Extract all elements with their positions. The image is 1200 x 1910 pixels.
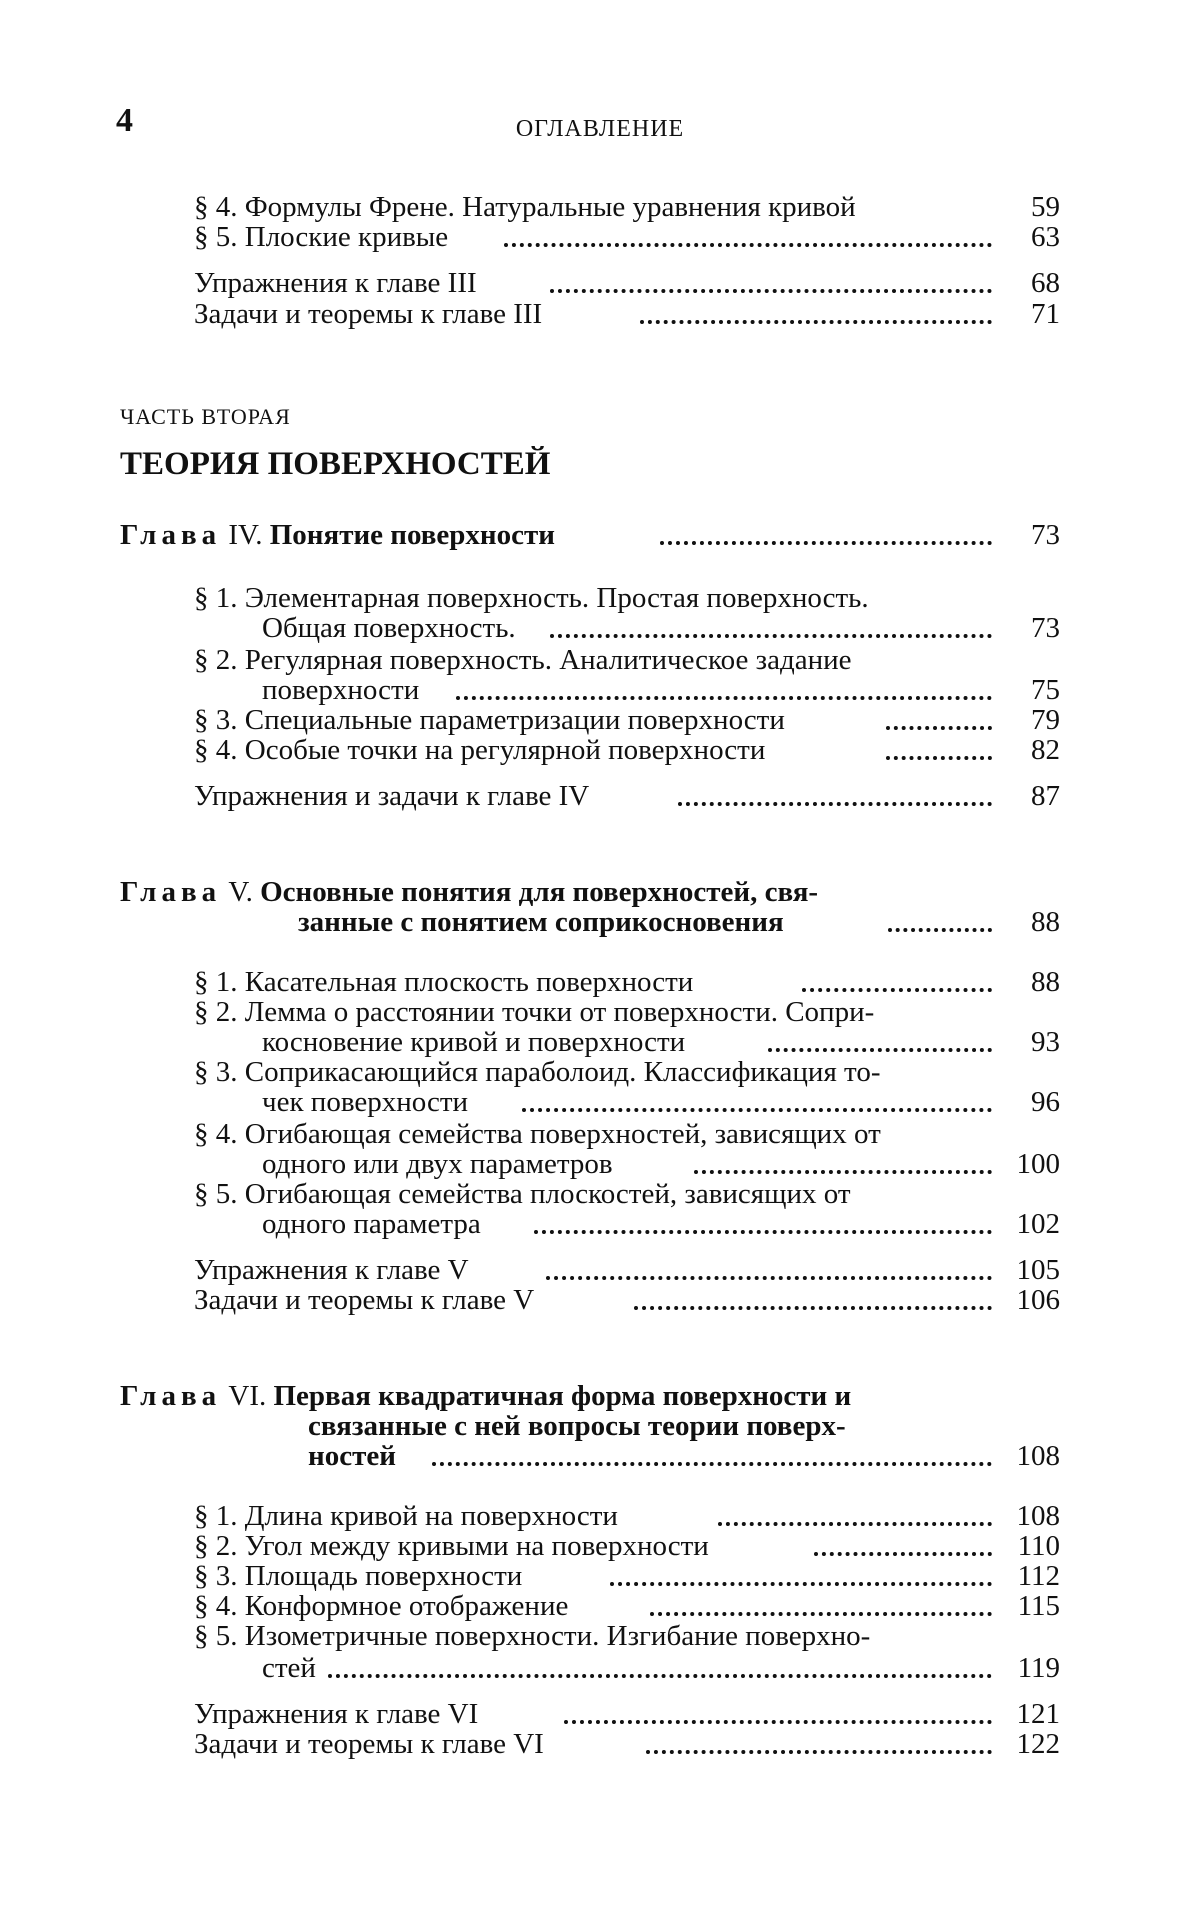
leader-dots [768, 1026, 992, 1052]
toc-entry: § 3. Соприкасающийся параболоид. Классификация то- [194, 1056, 881, 1088]
leader-dots [432, 1440, 992, 1466]
leader-dots [328, 1652, 992, 1678]
toc-entry: § 3. Специальные параметризации поверхности 79 [194, 704, 1060, 736]
running-head: ОГЛАВЛЕНИЕ [515, 116, 685, 142]
toc-entry: § 4. Особые точки на регулярной поверхности 82 [194, 734, 1060, 766]
chapter-heading: Глава VI. Первая квадратичная форма поверхности и [120, 1380, 852, 1412]
toc-entry: Упражнения к главе V 105 [194, 1254, 1060, 1286]
part-label: ЧАСТЬ ВТОРАЯ [120, 404, 291, 429]
chapter-heading-continuation: занные с понятием соприкосновения 88 [298, 906, 1060, 938]
toc-entry: § 1. Длина кривой на поверхности 108 [194, 1500, 1060, 1532]
toc-entry: § 5. Изометричные поверхности. Изгибание поверхно- [194, 1620, 871, 1652]
leader-dots [564, 1698, 992, 1724]
toc-entry-continuation: косновение кривой и поверхности 93 [262, 1026, 1060, 1058]
leader-dots [634, 1284, 992, 1310]
toc-entry-continuation: одного параметра 102 [262, 1208, 1060, 1240]
toc-entry: Задачи и теоремы к главе III 71 [194, 298, 1060, 330]
leader-dots [650, 1590, 992, 1616]
leader-dots [504, 221, 992, 247]
chapter-heading-continuation: ностей 108 [308, 1440, 1060, 1472]
toc-entry: Упражнения к главе III 68 [194, 267, 1060, 299]
leader-dots [802, 966, 992, 992]
leader-dots [646, 1728, 992, 1754]
chapter-heading: Глава V. Основные понятия для поверхностей, свя- [120, 876, 819, 908]
toc-entry: § 5. Плоские кривые 63 [194, 221, 1060, 253]
part-title: ТЕОРИЯ ПОВЕРХНОСТЕЙ [120, 446, 551, 482]
toc-entry: § 2. Угол между кривыми на поверхности 110 [194, 1530, 1060, 1562]
toc-entry: § 4. Конформное отображение 115 [194, 1590, 1060, 1622]
toc-entry: § 4. Огибающая семейства поверхностей, зависящих от [194, 1118, 881, 1150]
leader-dots [888, 906, 992, 932]
toc-entry: Задачи и теоремы к главе V 106 [194, 1284, 1060, 1316]
leader-dots [678, 780, 992, 806]
toc-entry: § 2. Лемма о расстоянии точки от поверхности. Сопри- [194, 996, 875, 1028]
leader-dots [694, 1148, 992, 1174]
leader-dots [534, 1208, 992, 1234]
toc-entry: Упражнения и задачи к главе IV 87 [194, 780, 1060, 812]
leader-dots [886, 704, 992, 730]
leader-dots [718, 1500, 992, 1526]
toc-entry: Упражнения к главе VI 121 [194, 1698, 1060, 1730]
leader-dots [550, 612, 992, 638]
toc-entry-continuation: чек поверхности 96 [262, 1086, 1060, 1118]
toc-entry: § 1. Элементарная поверхность. Простая поверхность. [194, 582, 869, 614]
toc-entry-continuation: поверхности 75 [262, 674, 1060, 706]
leader-dots [522, 1086, 992, 1112]
toc-entry-continuation: Общая поверхность. 73 [262, 612, 1060, 644]
leader-dots [814, 1530, 992, 1556]
leader-dots [640, 298, 992, 324]
chapter-heading-continuation: связанные с ней вопросы теории поверх- [308, 1410, 846, 1442]
leader-dots [546, 1254, 992, 1280]
toc-entry: § 2. Регулярная поверхность. Аналитическое задание [194, 644, 852, 676]
toc-entry: § 3. Площадь поверхности 112 [194, 1560, 1060, 1592]
toc-entry: § 5. Огибающая семейства плоскостей, зависящих от [194, 1178, 851, 1210]
leader-dots [660, 519, 992, 545]
toc-entry: § 4. Формулы Френе. Натуральные уравнения кривой 59 [194, 191, 1060, 223]
leader-dots [456, 674, 992, 700]
leader-dots [610, 1560, 992, 1586]
toc-entry: Задачи и теоремы к главе VI 122 [194, 1728, 1060, 1760]
toc-entry-continuation: стей 119 [262, 1652, 1060, 1684]
page-number: 4 [116, 102, 133, 139]
leader-dots [886, 734, 992, 760]
toc-entry-continuation: одного или двух параметров 100 [262, 1148, 1060, 1180]
toc-entry: § 1. Касательная плоскость поверхности 88 [194, 966, 1060, 998]
chapter-heading: Глава IV. Понятие поверхности 73 [120, 519, 1060, 551]
leader-dots [550, 267, 992, 293]
